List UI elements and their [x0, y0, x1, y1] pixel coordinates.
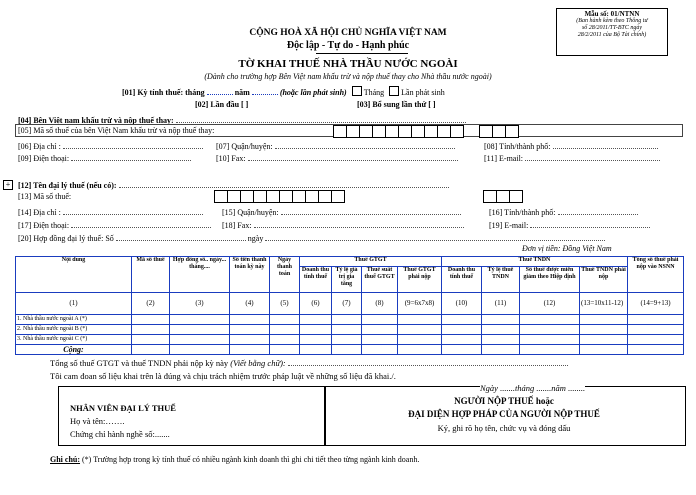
- tax-table: [15, 256, 684, 355]
- agent-name[interactable]: Họ và tên:…….: [70, 416, 125, 426]
- table-cell[interactable]: [300, 315, 332, 325]
- table-cell[interactable]: [300, 325, 332, 335]
- table-cell[interactable]: [628, 325, 684, 335]
- field-16-label: [16] Tỉnh/thành phố:: [489, 208, 556, 217]
- taxpayer-sign-instruction: Ký, ghi rõ họ tên, chức vụ và đóng dấu: [437, 423, 571, 433]
- col-vat-payable: Thuế GTGT phải nộp: [398, 267, 442, 293]
- table-cell[interactable]: [520, 335, 580, 345]
- form-number: Mẫu số: 01/NTNN: [584, 10, 640, 18]
- field-09-label: [09] Điện thoại:: [18, 154, 70, 163]
- field-15[interactable]: [222, 206, 461, 217]
- total-in-words[interactable]: [50, 357, 568, 368]
- field-08[interactable]: [484, 140, 658, 151]
- table-cell[interactable]: [398, 335, 442, 345]
- national-motto: Độc lập - Tự do - Hạnh phúc: [286, 40, 410, 51]
- field-13-label: [13] Mã số thuế:: [18, 192, 72, 201]
- col-number: (1): [16, 293, 132, 315]
- col-number: (11): [482, 293, 520, 315]
- table-cell[interactable]: [442, 325, 482, 335]
- col-payment-amount: Số tiền thanh toán kỳ này: [230, 257, 270, 293]
- field-08-label: [08] Tỉnh/thành phố:: [484, 142, 551, 151]
- table-cell[interactable]: [270, 325, 300, 335]
- tax-code-boxes-13b[interactable]: [483, 190, 522, 203]
- tax-period-label: [01] Kỳ tính thuế: tháng: [122, 88, 205, 97]
- col-number: (8): [362, 293, 398, 315]
- table-cell[interactable]: [580, 345, 628, 355]
- declaration: Tôi cam đoan số liệu khai trên là đúng và chịu trách nhiệm trước pháp luật về những số liệu đã khai./.: [50, 371, 396, 381]
- field-20-label: [20] Hợp đồng đại lý thuế: Số: [18, 234, 114, 243]
- form-subtitle: (Dành cho trường hợp Bên Việt nam khấu trừ và nộp thuế thay cho Nhà thầu nước ngoài): [204, 72, 492, 81]
- group-cit: Thuế TNDN: [442, 257, 628, 267]
- occurrence-checkbox[interactable]: [389, 86, 399, 96]
- table-cell[interactable]: [482, 345, 520, 355]
- note-label: Ghi chú:: [50, 455, 81, 464]
- table-cell[interactable]: [300, 345, 332, 355]
- form-issued-by-line3: 28/2/2011 của Bộ Tài chính): [577, 32, 647, 38]
- table-cell[interactable]: [520, 345, 580, 355]
- table-cell[interactable]: [332, 335, 362, 345]
- col-content: Nội dung: [16, 257, 132, 293]
- table-cell[interactable]: [580, 335, 628, 345]
- motto-underline: [316, 53, 408, 54]
- field-07-label: [07] Quận/huyện:: [216, 142, 273, 151]
- table-cell[interactable]: [170, 345, 230, 355]
- field-11[interactable]: [484, 152, 660, 163]
- col-number: (10): [442, 293, 482, 315]
- table-cell[interactable]: [520, 315, 580, 325]
- col-number: (7): [332, 293, 362, 315]
- field-11-label: [11] E-mail:: [484, 154, 524, 163]
- field-18-label: [18] Fax:: [222, 221, 252, 230]
- field-10[interactable]: [216, 152, 458, 163]
- month-checkbox[interactable]: [352, 86, 362, 96]
- table-cell[interactable]: [442, 345, 482, 355]
- col-cit-revenue: Doanh thu tính thuế: [442, 267, 482, 293]
- table-cell[interactable]: [482, 315, 520, 325]
- table-cell[interactable]: [628, 345, 684, 355]
- form-issued-by-line1: (Ban hành kèm theo Thông tư: [576, 18, 648, 24]
- col-number: (2): [132, 293, 170, 315]
- col-number: (13=10x11-12): [580, 293, 628, 315]
- total-words-label: Tổng số thuế GTGT và thuế TNDN phải nộp kỳ này: [50, 358, 229, 368]
- col-payment-date: Ngày thanh toán: [270, 257, 300, 293]
- tax-code-boxes-13[interactable]: [214, 190, 344, 203]
- tax-code-boxes-05[interactable]: [333, 125, 518, 138]
- table-cell[interactable]: [580, 325, 628, 335]
- table-cell[interactable]: [332, 315, 362, 325]
- table-cell[interactable]: [362, 325, 398, 335]
- table-cell[interactable]: [482, 325, 520, 335]
- table-cell[interactable]: [230, 345, 270, 355]
- field-14-label: [14] Địa chỉ :: [18, 208, 61, 217]
- field-06[interactable]: [18, 140, 203, 151]
- field-07[interactable]: [216, 140, 455, 151]
- section-12-heading: [18, 179, 449, 190]
- field-17[interactable]: [18, 219, 211, 230]
- table-row-label: 1. Nhà thầu nước ngoài A (*): [16, 315, 132, 325]
- table-cell[interactable]: [270, 345, 300, 355]
- table-cell[interactable]: [230, 325, 270, 335]
- taxpayer-title: NGƯỜI NỘP THUẾ hoặc: [454, 396, 554, 406]
- col-number: (14=9+13): [628, 293, 684, 315]
- field-19[interactable]: [489, 219, 650, 230]
- table-cell[interactable]: [520, 325, 580, 335]
- field-20-date-label: ngày: [247, 234, 264, 243]
- table-cell[interactable]: [332, 345, 362, 355]
- col-number: (3): [170, 293, 230, 315]
- col-number: (9=6x7x8): [398, 293, 442, 315]
- table-cell[interactable]: [230, 335, 270, 345]
- table-cell[interactable]: [628, 315, 684, 325]
- field-15-label: [15] Quận/huyện:: [222, 208, 279, 217]
- form-title: TỜ KHAI THUẾ NHÀ THẦU NƯỚC NGOÀI: [238, 58, 458, 70]
- table-cell[interactable]: [332, 325, 362, 335]
- table-cell[interactable]: [270, 315, 300, 325]
- occurrence-option-label: Lần phát sinh: [401, 88, 445, 97]
- col-number: (4): [230, 293, 270, 315]
- note-text: (*) Trường hợp trong kỳ tính thuế có nhiều ngành kinh doanh thì ghi chi tiết theo từng ngành kinh doanh.: [82, 455, 420, 464]
- section-12-label: [12] Tên đại lý thuế (nếu có):: [18, 181, 117, 190]
- col-vat-tax-rate: Thuế suất thuế GTGT: [362, 267, 398, 293]
- table-cell[interactable]: [362, 315, 398, 325]
- col-number: (5): [270, 293, 300, 315]
- col-cit-payable: Thuế TNDN phải nộp: [580, 267, 628, 293]
- table-cell[interactable]: [362, 345, 398, 355]
- tax-period-each: (hoặc lần phát sinh): [279, 88, 347, 97]
- col-number: (12): [520, 293, 580, 315]
- table-cell[interactable]: [132, 345, 170, 355]
- table-cell[interactable]: [628, 335, 684, 345]
- table-cell[interactable]: [398, 325, 442, 335]
- field-05-label: [05] Mã số thuế của bên Việt Nam khấu trừ và nộp thuế thay:: [18, 126, 215, 135]
- field-09[interactable]: [18, 152, 191, 163]
- agent-title: NHÂN VIÊN ĐẠI LÝ THUẾ: [70, 403, 176, 413]
- table-cell[interactable]: [398, 315, 442, 325]
- col-total-tax: Tổng số thuế phải nộp vào NSNN: [628, 257, 684, 293]
- table-cell[interactable]: [170, 335, 230, 345]
- table-cell[interactable]: [362, 335, 398, 345]
- currency-unit: Đơn vị tiền: Đồng Việt Nam: [522, 244, 612, 253]
- col-cit-exempt: Số thuế được miễn giảm theo Hiệp định: [520, 267, 580, 293]
- note: [50, 455, 419, 464]
- total-words-hint: (Viết bằng chữ):: [230, 358, 286, 368]
- field-17-label: [17] Điện thoại:: [18, 221, 70, 230]
- table-cell[interactable]: [398, 345, 442, 355]
- col-number: (6): [300, 293, 332, 315]
- table-total-label: Cộng:: [16, 345, 132, 355]
- field-14[interactable]: [18, 206, 203, 217]
- field-19-label: [19] E-mail:: [489, 221, 529, 230]
- country-name: CỘNG HOÀ XÃ HỘI CHỦ NGHĨA VIỆT NAM: [249, 28, 447, 38]
- table-row-label: 2. Nhà thầu nước ngoài B (*): [16, 325, 132, 335]
- col-cit-rate: Tỷ lệ thuế TNDN: [482, 267, 520, 293]
- date-line[interactable]: Ngày .......tháng .......năm ........: [480, 383, 586, 393]
- field-10-label: [10] Fax:: [216, 154, 246, 163]
- table-cell[interactable]: [300, 335, 332, 345]
- first-time-field[interactable]: [02] Lần đầu [ ]: [195, 100, 249, 109]
- group-vat: Thuế GTGT: [300, 257, 442, 267]
- col-vat-revenue: Doanh thu tính thuế: [300, 267, 332, 293]
- table-cell[interactable]: [132, 335, 170, 345]
- table-row-label: 3. Nhà thầu nước ngoài C (*): [16, 335, 132, 345]
- table-cell[interactable]: [132, 325, 170, 335]
- col-contract: Hợp đồng số.. ngày... tháng....: [170, 257, 230, 293]
- field-16[interactable]: [489, 206, 638, 217]
- tax-period-year: năm: [234, 88, 250, 97]
- tax-period-row: [122, 86, 445, 97]
- section-04-label: [04] Bên Việt nam khấu trừ và nộp thuế thay:: [18, 116, 174, 125]
- field-20[interactable]: [18, 232, 605, 243]
- table-cell[interactable]: [132, 315, 170, 325]
- table-cell[interactable]: [482, 335, 520, 345]
- taxpayer-representative: ĐẠI DIỆN HỢP PHÁP CỦA NGƯỜI NỘP THUẾ: [408, 409, 600, 419]
- agent-certificate[interactable]: Chứng chỉ hành nghề số:.......: [70, 429, 170, 439]
- table-cell[interactable]: [170, 315, 230, 325]
- field-18[interactable]: [222, 219, 464, 230]
- month-option-label: Tháng: [363, 88, 385, 97]
- table-cell[interactable]: [442, 335, 482, 345]
- supplement-field[interactable]: [03] Bổ sung lần thứ [ ]: [357, 100, 436, 109]
- table-cell[interactable]: [230, 315, 270, 325]
- table-cell[interactable]: [270, 335, 300, 345]
- table-cell[interactable]: [442, 315, 482, 325]
- expand-icon[interactable]: +: [3, 180, 13, 190]
- table-cell[interactable]: [170, 325, 230, 335]
- form-issued-by-line2: số 28/2011/TT-BTC ngày: [581, 25, 643, 31]
- table-cell[interactable]: [580, 315, 628, 325]
- field-06-label: [06] Địa chỉ :: [18, 142, 61, 151]
- col-vat-rate: Tỷ lệ giá trị gia tăng: [332, 267, 362, 293]
- col-tax-code: Mã số thuế: [132, 257, 170, 293]
